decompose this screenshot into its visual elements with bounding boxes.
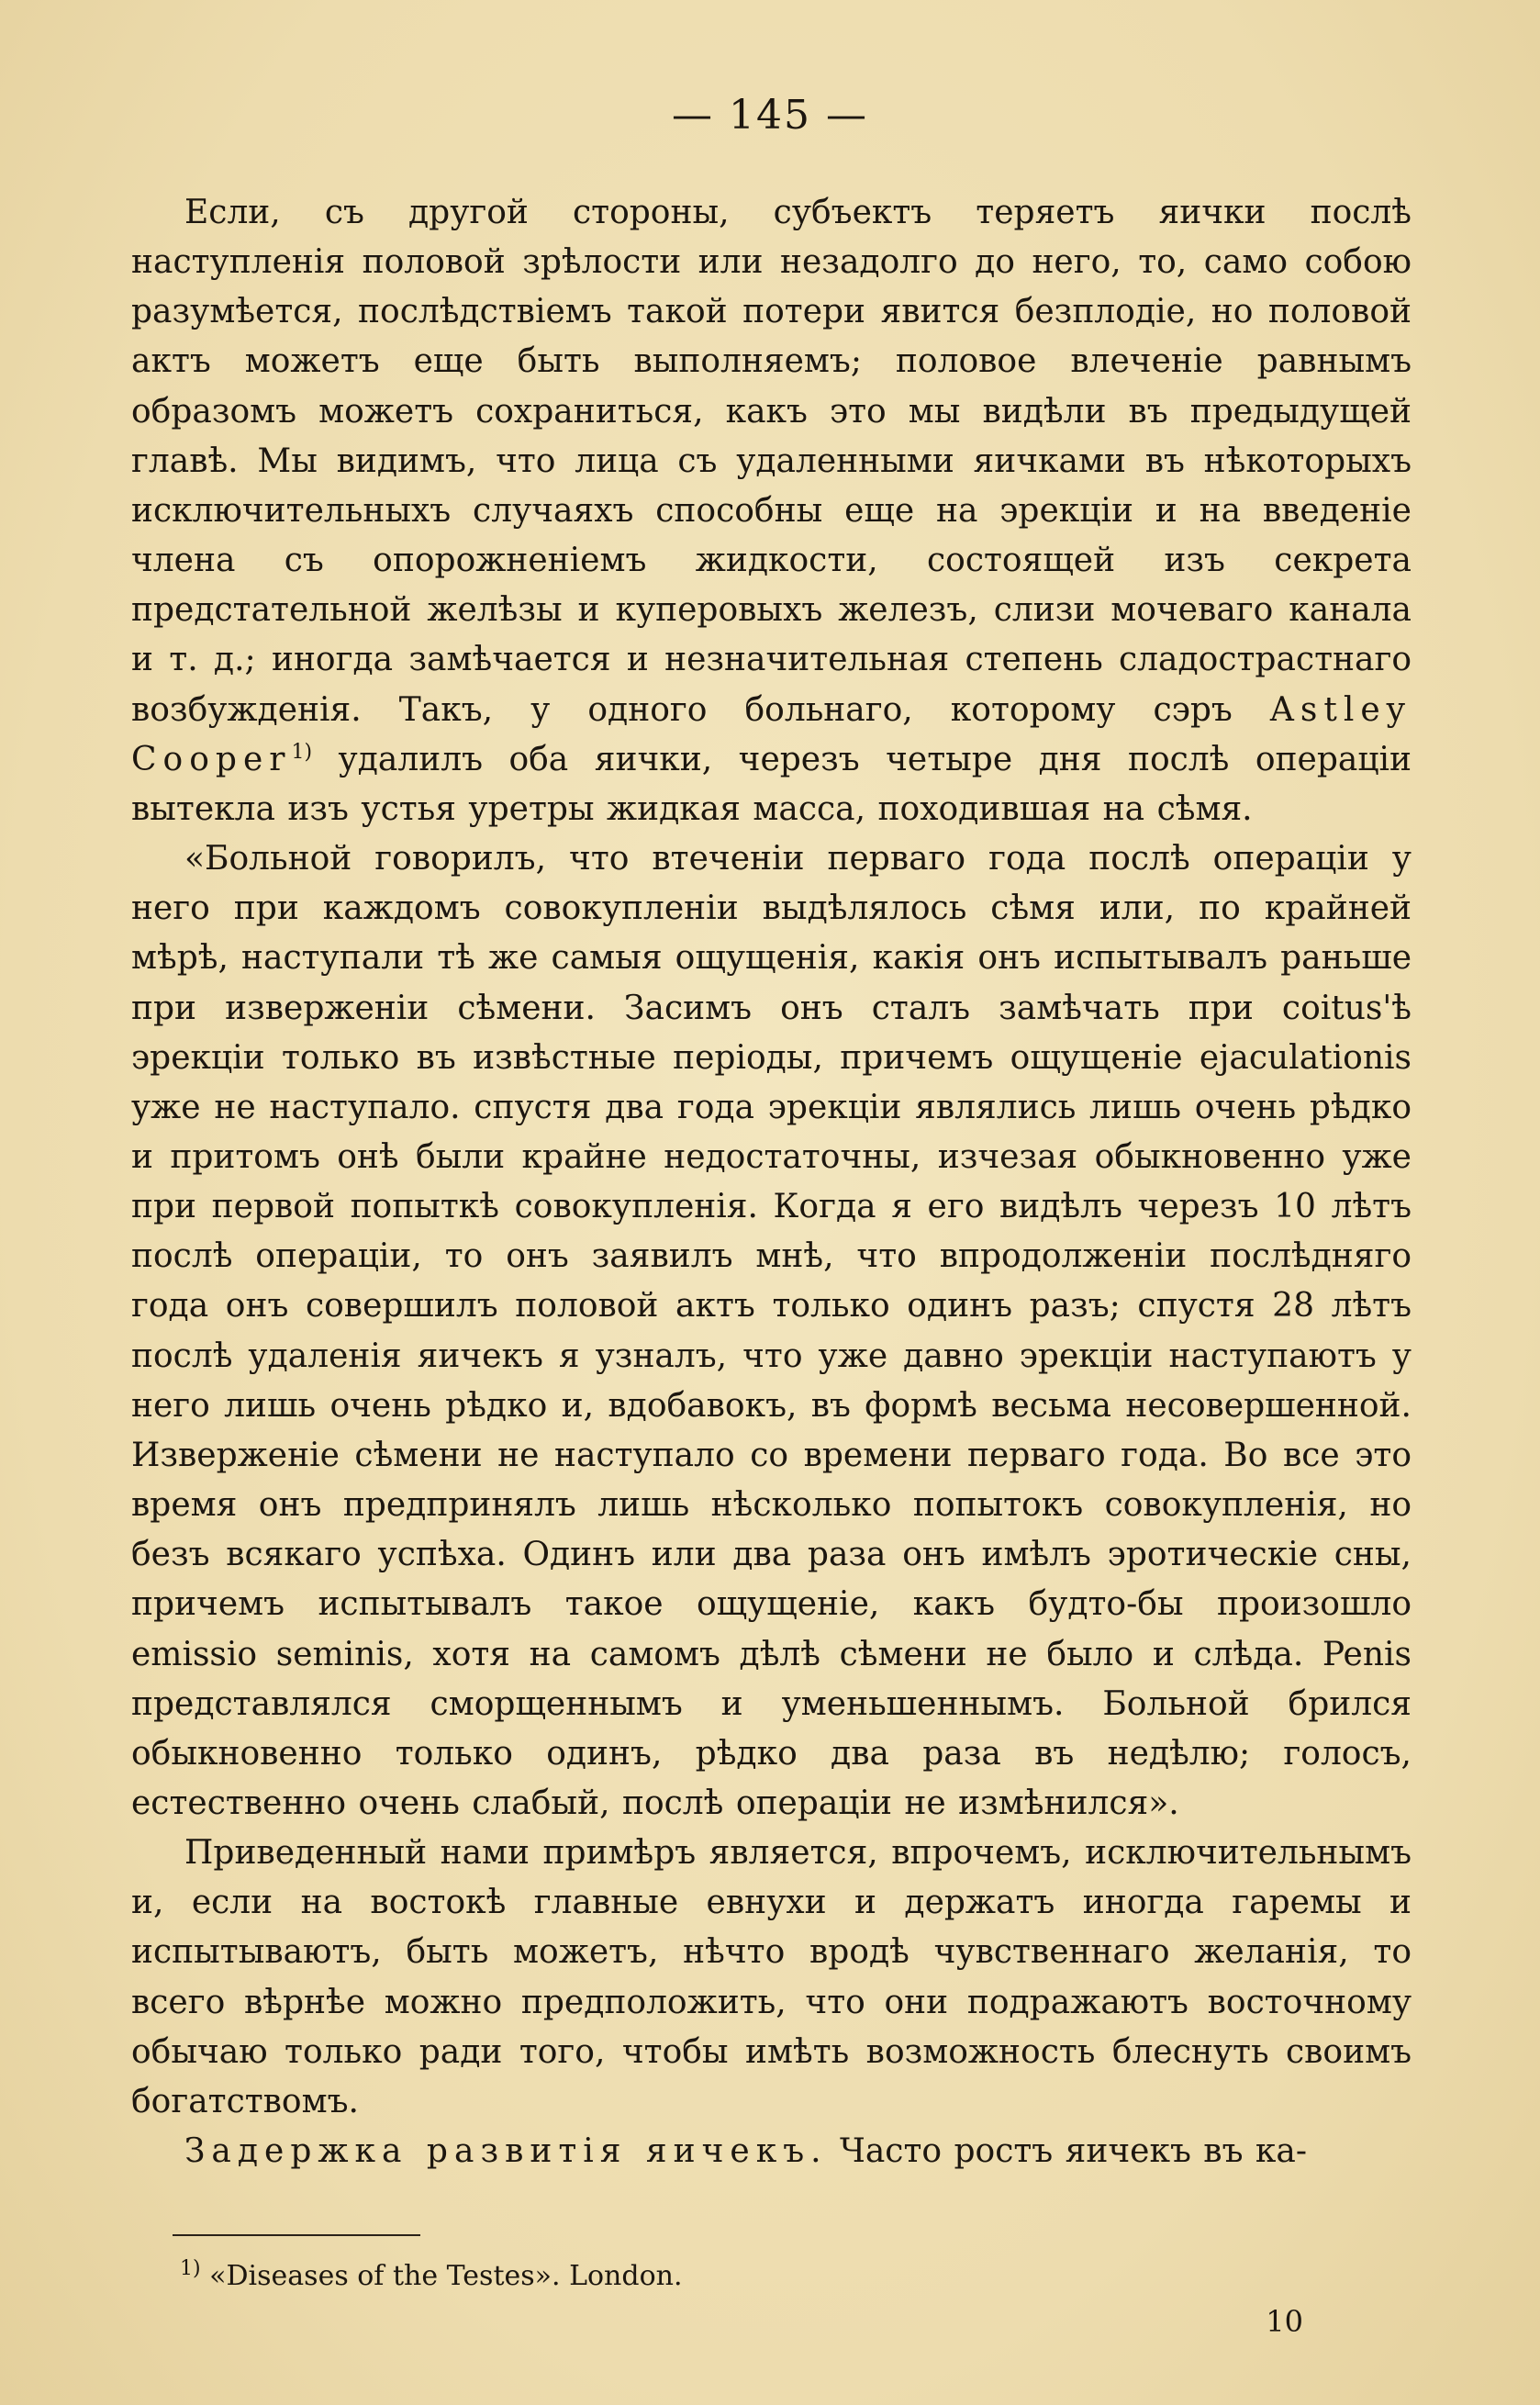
paragraph-1 <box>131 188 1412 834</box>
paragraph-4-text: Часто ростъ яичекъ въ ка- <box>827 2132 1308 2171</box>
paragraph-3: Приведенный нами примѣръ является, впрочемъ, исключительнымъ и, если на востокѣ главные евнухи и держатъ иногда гаремы и испытываютъ, быть можетъ, нѣчто вродѣ чувственнаго желанія, то всего вѣрнѣе можно предположить, что они подражаютъ восточному обычаю только ради того, чтобы имѣть возможность блеснуть своимъ богатствомъ. <box>131 1834 1412 2120</box>
signature-mark: 10 <box>1266 2304 1303 2339</box>
paragraph-4 <box>131 2127 1412 2176</box>
paragraph-2-quote: «Больной говорилъ, что втеченіи перваго года послѣ операціи у него при каждомъ совокупленіи выдѣлялось сѣмя или, по крайней мѣрѣ, наступали тѣ же самыя ощущенія, какія онъ испытывалъ раньше при изверженіи сѣмени. Засимъ онъ сталъ замѣчать при coitus'ѣ эрекціи только въ извѣстные періоды, причемъ ощущеніе ejaculationis уже не наступало. спустя два года эрекціи являлись лишь очень рѣдко и притомъ онѣ были крайне недостаточны, изчезая обыкновенно уже при первой попыткѣ совокупленія. Когда я его видѣлъ черезъ 10 лѣтъ послѣ операціи, то онъ заявилъ мнѣ, что впродолженіи послѣдняго года онъ совершилъ половой актъ только одинъ разъ; спустя 28 лѣтъ послѣ удаленія яичекъ я узналъ, что уже давно эрекціи наступаютъ у него лишь очень рѣдко и, вдобавокъ, въ формѣ весьма несовершенной. Изверженіе сѣмени не наступало со времени перваго года. Во все это время онъ предпринялъ лишь нѣсколько попытокъ совокупленія, но безъ всякаго успѣха. Одинъ или два раза онъ имѣлъ эротическіе сны, причемъ испытывалъ такое ощущеніе, какъ будто-бы произошло emissio seminis, хотя на самомъ дѣлѣ сѣмени не было и слѣда. Penis представлялся сморщеннымъ и уменьшеннымъ. Больной брился обыкновенно только одинъ, рѣдко два раза въ недѣлю; голосъ, естественно очень слабый, послѣ операціи не измѣнился». <box>131 840 1412 1822</box>
paragraph-1-text-a: Если, съ другой стороны, субъектъ теряетъ яички послѣ наступленія половой зрѣлости или незадолго до него, то, само собою разумѣется, послѣдствіемъ такой потери явится безплодіе, но половой актъ можетъ еще быть выполняемъ; половое влеченіе равнымъ образомъ можетъ сохраниться, какъ это мы видѣли въ предыдущей главѣ. Мы видимъ, что лица съ удаленными яичками въ нѣкоторыхъ исключительныхъ случаяхъ способны еще на эрекціи и на введеніе члена съ опорожненіемъ жидкости, состоящей изъ секрета предстательной желѣзы и куперовыхъ железъ, слизи мочеваго канала и т. д.; иногда замѣчается и незначительная степень сладострастнаго возбужденія. Такъ, у одного больнаго, которому сэръ <box>131 194 1412 729</box>
footnote <box>180 2258 1281 2295</box>
footnote-divider <box>173 2234 420 2236</box>
section-heading: Задержка развитія яичекъ. <box>184 2132 828 2171</box>
page-number: — 145 — <box>672 92 868 139</box>
author-name: Astley Cooper <box>131 690 1412 778</box>
paragraph-1-text-b: удалилъ оба яички, черезъ четыре дня послѣ операціи вытекла изъ устья уретры жидкая масса, походившая на сѣмя. <box>131 740 1412 828</box>
body-text <box>131 188 1412 2176</box>
footnote-mark: 1) <box>180 2257 201 2280</box>
footnote-text: «Diseases of the Testes». London. <box>200 2260 683 2292</box>
footnote-ref: 1) <box>291 740 313 764</box>
